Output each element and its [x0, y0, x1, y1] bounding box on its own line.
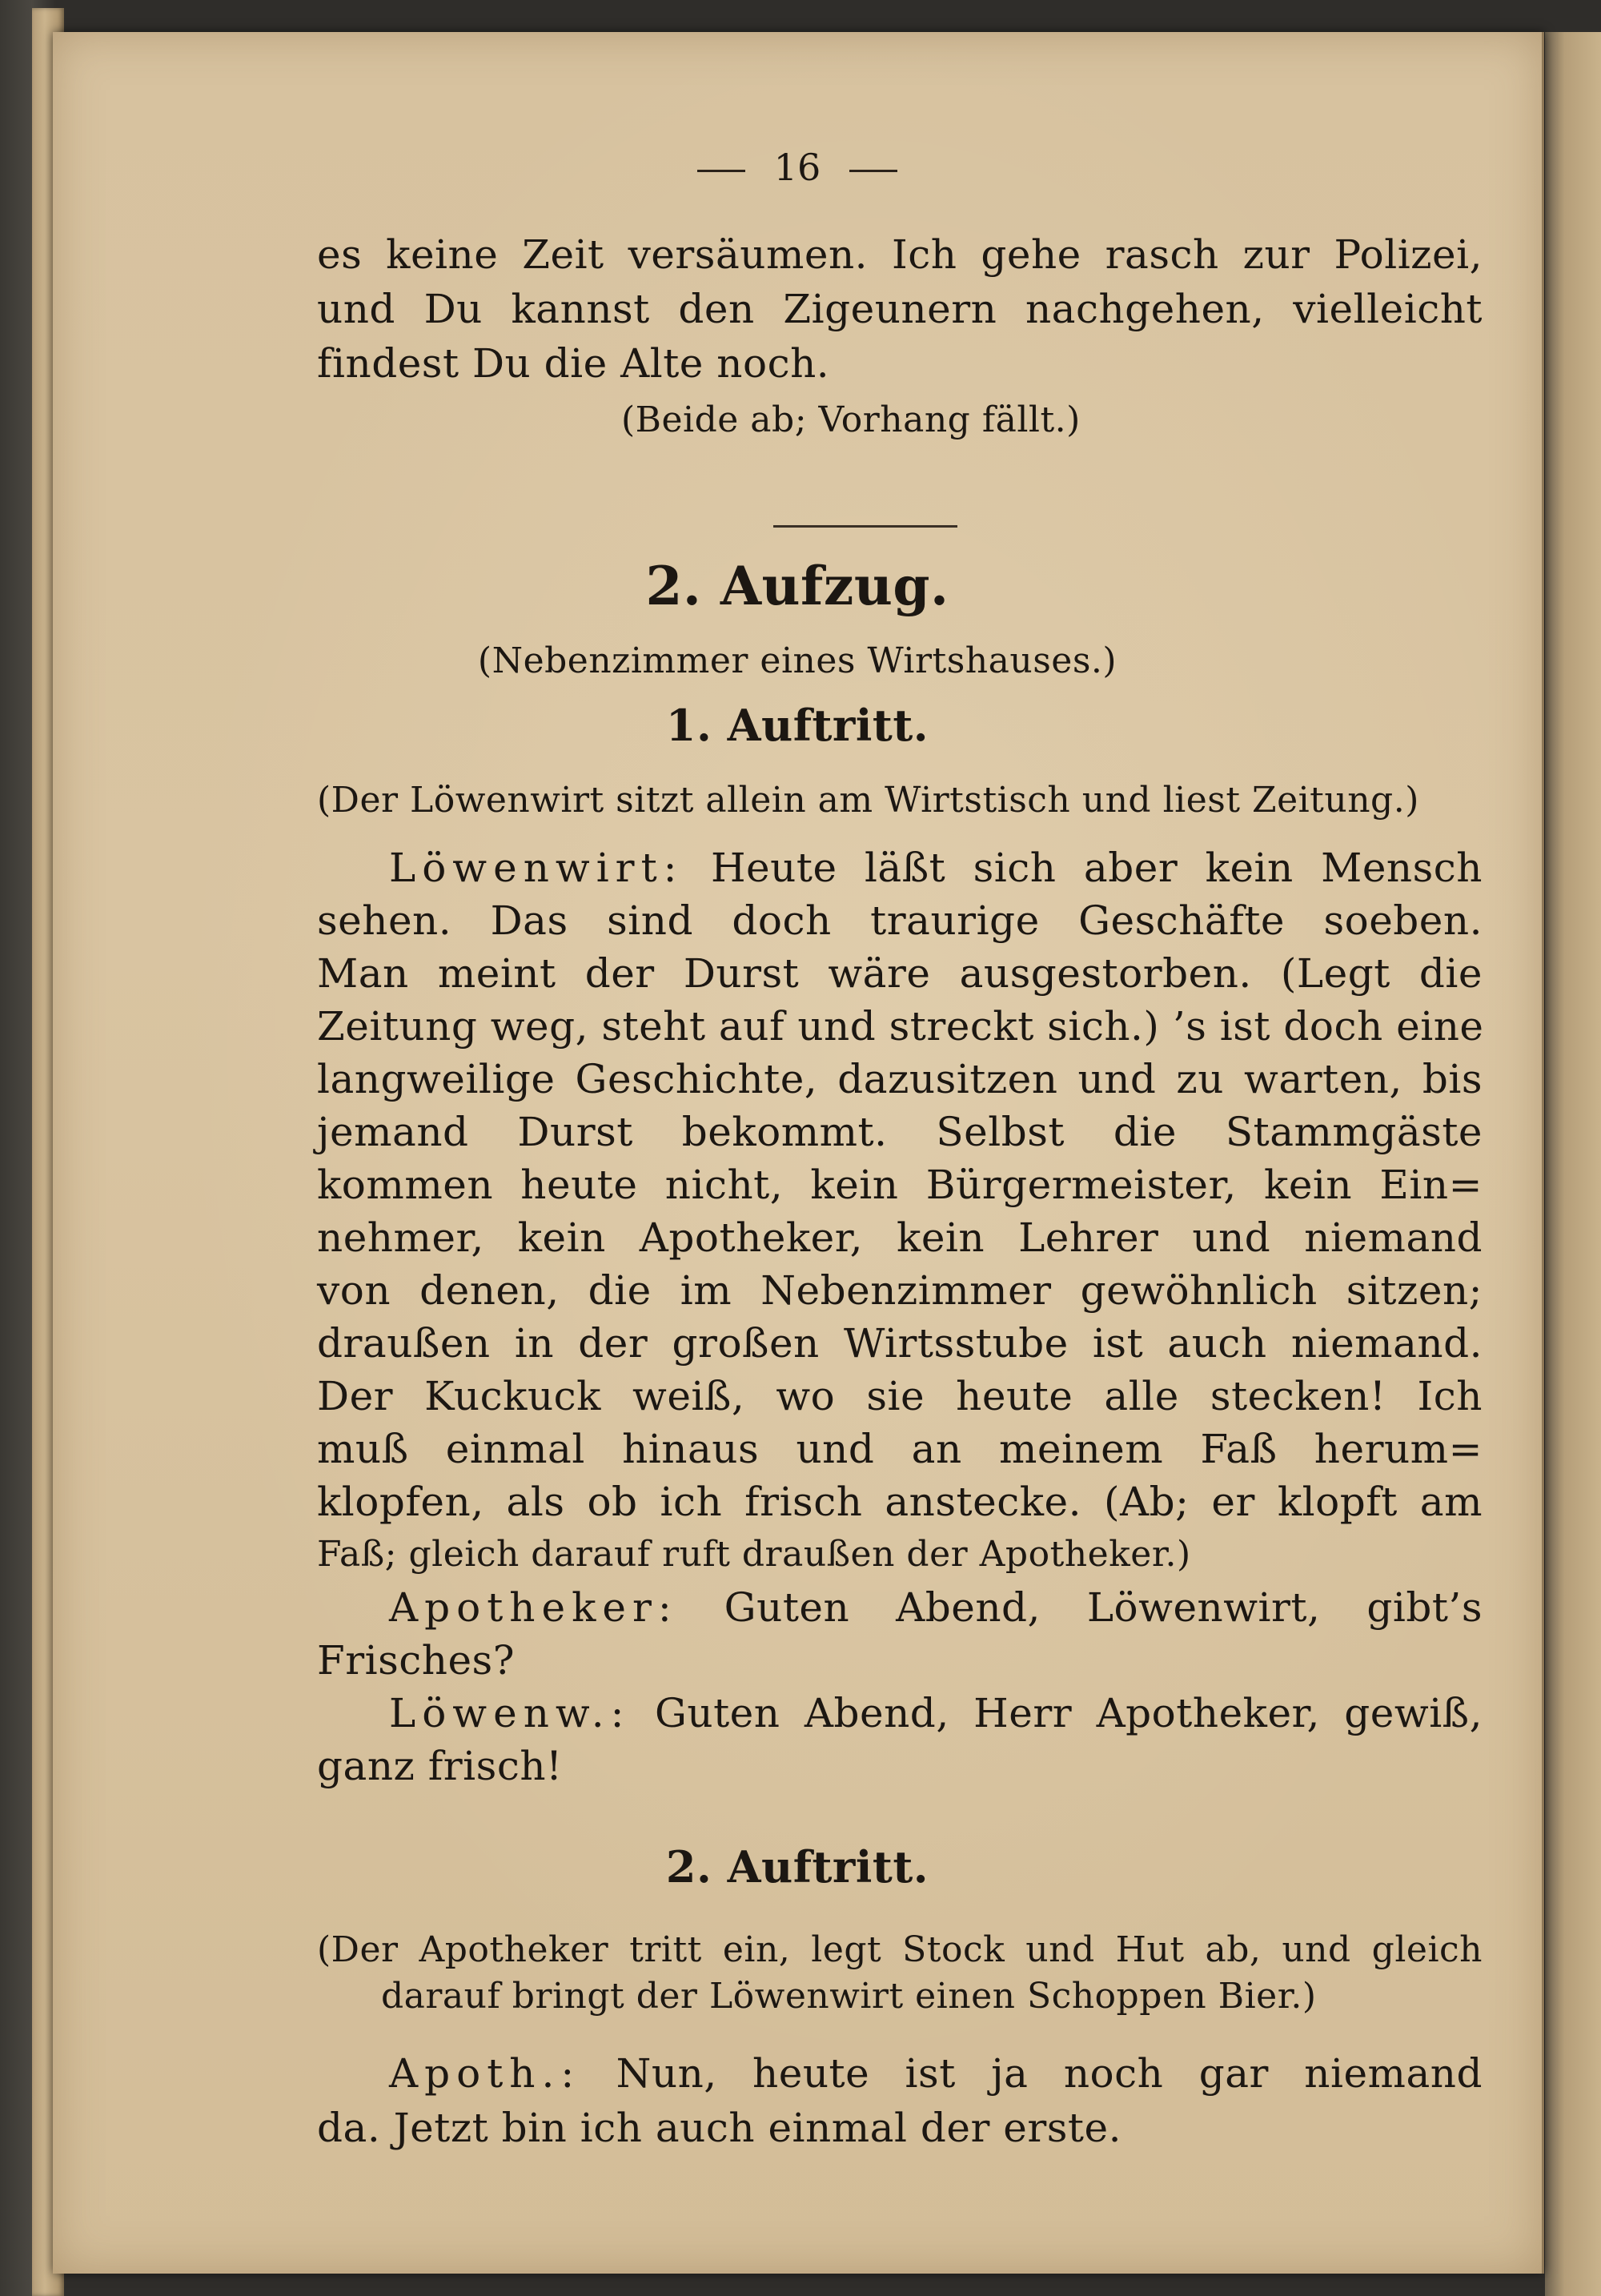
stage-direction: darauf bringt der Löwenwirt einen Schoppen Bier.) — [381, 1976, 1317, 2017]
speech-text: Nun, heute ist ja noch gar niemand — [616, 2050, 1483, 2097]
adjacent-page-edge — [1545, 32, 1601, 2296]
setting-description: (Nebenzimmer eines Wirtshauses.) — [477, 640, 1117, 681]
speech-line — [389, 1689, 1483, 1737]
text-line: ganz frisch! — [317, 1743, 563, 1789]
text-line: langweilige Geschichte, dazusitzen und zu warten, bis — [317, 1056, 1483, 1102]
text-line: Man meint der Durst wäre ausgestorben. (Legt die — [317, 950, 1483, 997]
text-line: kommen heute nicht, kein Bürgermeister, kein Ein= — [317, 1162, 1483, 1208]
text-line: jemand Durst bekommt. Selbst die Stammgäste — [317, 1109, 1483, 1155]
text-line: Der Kuckuck weiß, wo sie heute alle stecken! Ich — [317, 1373, 1483, 1419]
text-line: Zeitung weg, steht auf und streckt sich.) ’s ist doch eine — [317, 1003, 1484, 1050]
section-divider — [773, 525, 957, 528]
speech-text: Guten Abend, Herr Apotheker, gewiß, — [654, 1690, 1483, 1736]
speech-text: Guten Abend, Löwenwirt, gibt’s — [724, 1584, 1483, 1631]
scene-heading: 2. Auftritt. — [665, 1841, 929, 1893]
text-line: draußen in der großen Wirtsstube ist auch niemand. — [317, 1320, 1483, 1367]
scene-heading: 1. Auftritt. — [665, 700, 929, 751]
speech-line — [389, 2049, 1483, 2097]
speech-line — [389, 844, 1483, 892]
book-page — [53, 32, 1544, 2274]
text-line: von denen, die im Nebenzimmer gewöhnlich sitzen; — [317, 1267, 1483, 1314]
text-line: sehen. Das sind doch traurige Geschäfte soeben. — [317, 897, 1483, 944]
speaker-name: Apoth.: — [389, 2050, 581, 2097]
stage-direction: Faß; gleich darauf ruft draußen der Apotheker.) — [317, 1534, 1191, 1575]
stage-direction: (Beide ab; Vorhang fällt.) — [621, 399, 1081, 440]
text-line: muß einmal hinaus und an meinem Faß herum= — [317, 1426, 1483, 1472]
stage-direction: (Der Löwenwirt sitzt allein am Wirtstisch und liest Zeitung.) — [317, 780, 1419, 821]
page-number-header — [53, 146, 1542, 189]
text-line: Frisches? — [317, 1637, 516, 1684]
text-line: da. Jetzt bin ich auch einmal der erste. — [317, 2105, 1122, 2151]
text-line: klopfen, als ob ich frisch anstecke. (Ab; er klopft am — [317, 1479, 1483, 1525]
stage-direction: (Der Apotheker tritt ein, legt Stock und Hut ab, und gleich — [317, 1929, 1483, 1970]
speech-line — [389, 1584, 1483, 1632]
text-line: und Du kannst den Zigeunern nachgehen, vielleicht — [317, 286, 1483, 332]
page-number-dash-right — [849, 170, 897, 172]
text-line: es keine Zeit versäumen. Ich gehe rasch zur Polizei, — [317, 231, 1483, 278]
act-heading: 2. Aufzug. — [645, 555, 949, 617]
speaker-name: Apotheker: — [389, 1584, 678, 1631]
speaker-name: Löwenw.: — [389, 1690, 631, 1736]
page-number: 16 — [773, 146, 821, 189]
text-line: findest Du die Alte noch. — [317, 340, 830, 387]
text-line: nehmer, kein Apotheker, kein Lehrer und niemand — [317, 1214, 1483, 1261]
speaker-name: Löwenwirt: — [389, 845, 684, 891]
speech-text: Heute läßt sich aber kein Mensch — [710, 845, 1483, 891]
page-number-dash-left — [697, 170, 745, 172]
